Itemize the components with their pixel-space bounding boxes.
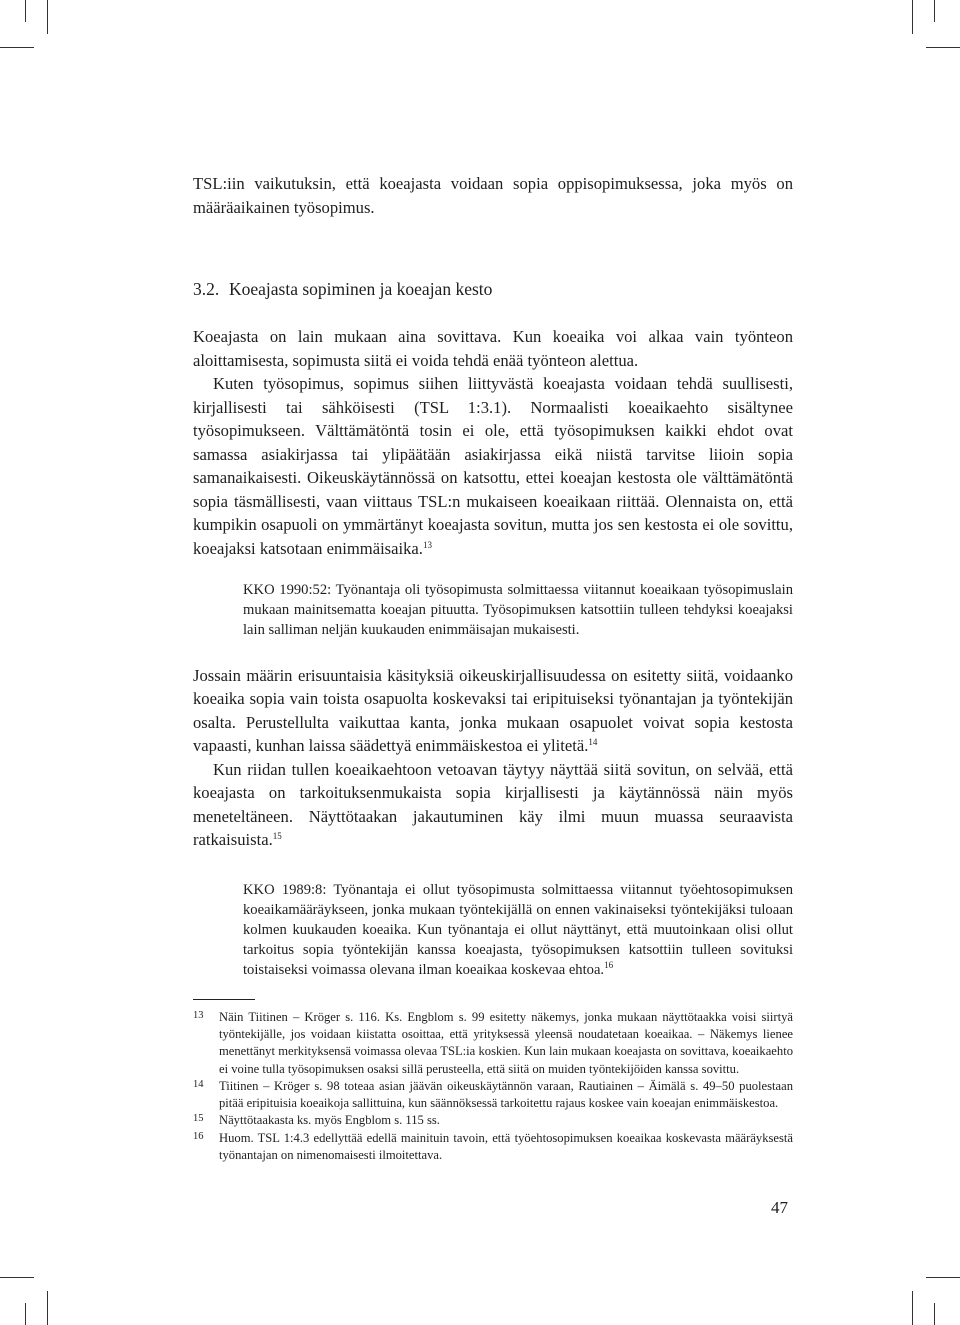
crop-mark-bottom-right-h	[926, 1277, 960, 1278]
footnote-text: Huom. TSL 1:4.3 edellyttää edellä mainituin tavoin, että työehtosopimuksen koeaikaa koskevasta määräyksestä työnantajan on nimenomaisesti ilmoitettava.	[219, 1130, 793, 1162]
footnote-separator	[193, 999, 255, 1000]
footnote-ref-13: 13	[422, 539, 432, 550]
case-quote-1: KKO 1990:52: Työnantaja oli työsopimusta solmittaessa viitannut koeaikaan työsopimuslain mukaan mainitsematta koeajan pituutta. Työsopimuksen katsottiin tulleen tehdyksi koeajaksi lain salliman neljän kuukauden enimmäisajan mukaisesti.	[243, 582, 793, 639]
footnote	[193, 1112, 793, 1129]
footnote-number: 15	[193, 1113, 204, 1125]
paragraph-2	[193, 372, 793, 560]
crop-mark-top-right-h	[926, 47, 960, 48]
crop-mark-top-right-v2	[934, 0, 935, 22]
section-number: 3.2.	[193, 279, 220, 299]
crop-mark-bottom-left-h	[0, 1277, 34, 1278]
footnote-number: 14	[193, 1078, 204, 1090]
paragraph-2-text: Kuten työsopimus, sopimus siihen liittyvästä koeajasta voidaan tehdä suullisesti, kirjallisesti tai sähköisesti (TSL 1:3.1). Normaalisti koeaikaehto sisältynee työsopimukseen. Välttämätöntä tosin ei ole, että työsopimuksen kaikki ehdot ovat samassa asiakirjassa tai ylipäätään asiakirjassa eikä niistä tarvitse liioin sopia samanaikaisesti. Oikeuskäytännössä on katsottu, ettei koeajan kestosta ole välttämätöntä sopia täsmällisesti, vaan viittaus TSL:n mukaiseen koeaikaan riittää. Olennaista on, että kumpikin osapuoli on ymmärtänyt koeajasta sovitun, mutta jos sen kestosta ei ole sovittu, koeajaksi katsotaan enimmäisaika.	[193, 374, 793, 558]
paragraph-4-text: Kun riidan tullen koeaikaehtoon vetoavan täytyy näyttää siitä sovitun, on selvää, että koeajasta on tarkoituksenmukaista sopia kirjallisesti ja käytännössä näin myös meneteltäneen. Näyttötaakan jakautuminen käy ilmi muun muassa seuraavista ratkaisuista.	[193, 759, 793, 850]
paragraph-4	[193, 758, 793, 852]
page-number: 47	[771, 1198, 788, 1217]
footnote-text: Tiitinen – Kröger s. 98 toteaa asian jäävän oikeuskäytännön varaan, Rautiainen – Äimälä s. 49–50 puolestaan pitää eripituisia koeaikoja sallittuina, kun säännöksessä tarkoitettu rajaus koskee vain koeajan enimmäiskestoa.	[219, 1078, 793, 1111]
crop-mark-top-left-v2	[25, 0, 26, 22]
footnote	[193, 1009, 793, 1078]
page-body	[193, 172, 793, 1164]
footnote-text: Näyttötaakasta ks. myös Engblom s. 115 ss.	[219, 1113, 440, 1128]
footnote	[193, 1130, 793, 1165]
footnote-ref-14: 14	[588, 737, 598, 748]
crop-mark-bottom-left-v	[47, 1291, 48, 1325]
paragraph-1: Koeajasta on lain mukaan aina sovittava. Kun koeaika voi alkaa vain työnteon aloittamisesta, sopimusta siitä ei voida tehdä enää työnteon alettua.	[193, 327, 793, 370]
crop-mark-top-left-v	[47, 0, 48, 34]
paragraph-3-text: Jossain määrin erisuuntaisia käsityksiä oikeuskirjallisuudessa on esitetty siitä, voidaanko koeaika sopia vain toista osapuolta koskevaksi tai eripituiseksi työnantajan ja työntekijän osalta. Perustellulta vaikuttaa kanta, jonka mukaan osapuolet voivat sopia kestosta vapaasti, kunhan laissa säädettyä enimmäiskestoa ei ylitetä.	[193, 665, 793, 756]
section-title: Koeajasta sopiminen ja koeajan kesto	[229, 279, 493, 299]
footnote-number: 16	[193, 1130, 204, 1142]
crop-mark-bottom-right-v2	[934, 1303, 935, 1325]
footnote-ref-16: 16	[604, 960, 614, 971]
footnote-text: Näin Tiitinen – Kröger s. 116. Ks. Engblom s. 99 esitetty näkemys, jonka mukaan näyttötaakka voisi siirtyä työntekijälle, jos voidaan kiistatta osoittaa, että yrityksessä yleensä noudatetaan koeaikaa. – Näkemys lienee menettänyt merkityksensä voimassa olevaa TSL:ia koskien. Kun lain mukaan koeajasta on sovittava, koeaikaehto ei voine tulla työsopimuksen osaksi sillä perusteella, että siitä on muiden työntekijöiden kanssa sovittu.	[219, 1009, 793, 1076]
crop-mark-top-right-v	[912, 0, 913, 34]
footnote-ref-15: 15	[272, 831, 282, 842]
case-quote-2	[243, 880, 793, 981]
crop-mark-bottom-left-v2	[25, 1303, 26, 1325]
crop-mark-bottom-right-v	[912, 1291, 913, 1325]
paragraph-intro: TSL:iin vaikutuksin, että koeajasta voidaan sopia oppisopimuksessa, joka myös on määräaikainen työsopimus.	[193, 174, 793, 217]
case-quote-2-text: KKO 1989:8: Työnantaja ei ollut työsopimusta solmittaessa viitannut työehtosopimuksen koeaikamääräykseen, jonka mukaan työntekijällä on ennen vakinaiseksi työntekijäksi tuloaan kolmen kuukauden koeaika. Kun työnantaja ei ollut näyttänyt, että muutoinkaan olisi ollut tarkoitus sopia työntekijän kanssa koeajasta, työsopimuksen katsottiin tulleen sovituksi toistaiseksi voimassa olevana ilman koeaikaa koskevaa ehtoa.	[243, 881, 793, 979]
footnote-number: 13	[193, 1009, 204, 1021]
footnote	[193, 1078, 793, 1113]
crop-mark-top-left-h	[0, 47, 34, 48]
paragraph-3	[193, 664, 793, 758]
section-heading	[193, 277, 793, 301]
